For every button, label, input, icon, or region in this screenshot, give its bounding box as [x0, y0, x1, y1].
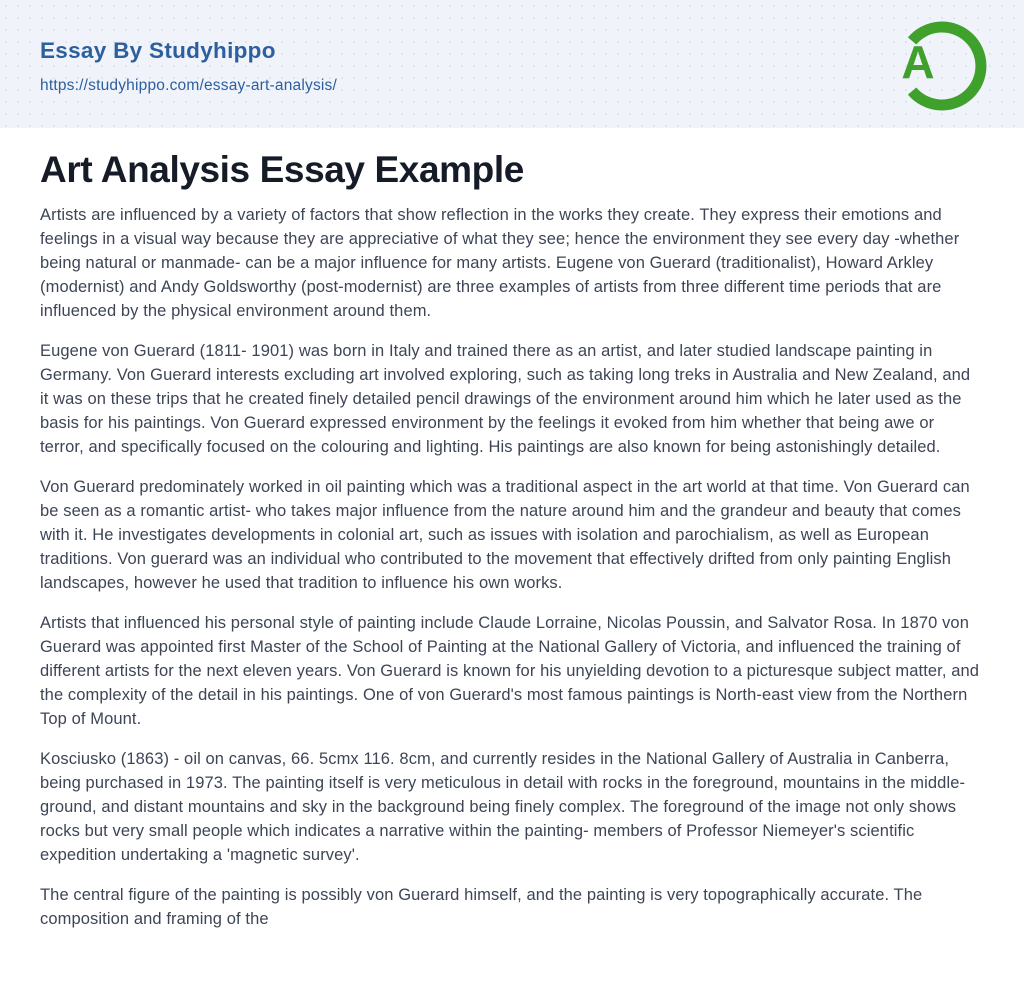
studyhippo-logo-icon: [890, 14, 990, 114]
logo-letter: A: [901, 36, 935, 88]
essay-paragraph-1: Artists are influenced by a variety of factors that show reflection in the works they create. They express their emotions and feelings in a visual way because they are appreciative of what they see; hence the environment they see every day -whether being natural or manmade- can be a major influence for many artists. Eugene von Guerard (traditionalist), Howard Arkley (modernist) and Andy Goldsworthy (post-modernist) are three examples of artists from three different time periods that are influenced by the physical environment around them.: [40, 205, 960, 320]
essay-paragraph-6: The central figure of the painting is possibly von Guerard himself, and the painting is very topographically accurate. The composition and framing of the: [40, 885, 923, 928]
essay-content: [0, 128, 1024, 931]
essay-paragraph-4: Artists that influenced his personal style of painting include Claude Lorraine, Nicolas Poussin, and Salvator Rosa. In 1870 von Guerard was appointed first Master of the School of Painting at the National Gallery of Victoria, and influenced the training of different artists for the next eleven years. Von Guerard is known for his unyielding devotion to a picturesque subject matter, and the complexity of the detail in his paintings. One of von Guerard's most famous paintings is North-east view from the Northern Top of Mount.: [40, 613, 980, 728]
studyhippo-logo: [890, 14, 990, 114]
site-title: Essay By Studyhippo: [40, 38, 276, 63]
essay-paragraph-2: Eugene von Guerard (1811- 1901) was born in Italy and trained there as an artist, and later studied landscape painting in Germany. Von Guerard interests excluding art involved exploring, such as taking long treks in Australia and New Zealand, and it was on these trips that he created finely detailed pencil drawings of the environment around him which he later used as the basis for his paintings. Von Guerard expressed environment by the feelings it evoked from him whether that being awe or terror, and specifically focused on the colouring and lighting. His paintings are also known for being astonishingly detailed.: [40, 341, 971, 456]
essay-paragraph-5: Kosciusko (1863) - oil on canvas, 66. 5cmx 116. 8cm, and currently resides in the National Gallery of Australia in Canberra, being purchased in 1973. The painting itself is very meticulous in detail with rocks in the foreground, mountains in the middle-ground, and distant mountains and sky in the background being finely complex. The foreground of the image not only shows rocks but very small people which indicates a narrative within the painting- members of Professor Niemeyer's scientific expedition undertaking a 'magnetic survey'.: [40, 749, 966, 864]
page-header: [0, 0, 1024, 128]
page-url-link[interactable]: https://studyhippo.com/essay-art-analysis/: [40, 77, 337, 94]
header-text-block: [40, 33, 337, 95]
essay-paragraph-3: Von Guerard predominately worked in oil painting which was a traditional aspect in the art world at that time. Von Guerard can be seen as a romantic artist- who takes major influence from the nature around him and the grandeur and beauty that comes with it. He investigates developments in colonial art, such as issues with isolation and parochialism, as well as European traditions. Von guerard was an individual who contributed to the movement that effectively drifted from only painting English landscapes, however he used that tradition to influence his own works.: [40, 477, 970, 592]
page-title: Art Analysis Essay Example: [40, 149, 524, 190]
